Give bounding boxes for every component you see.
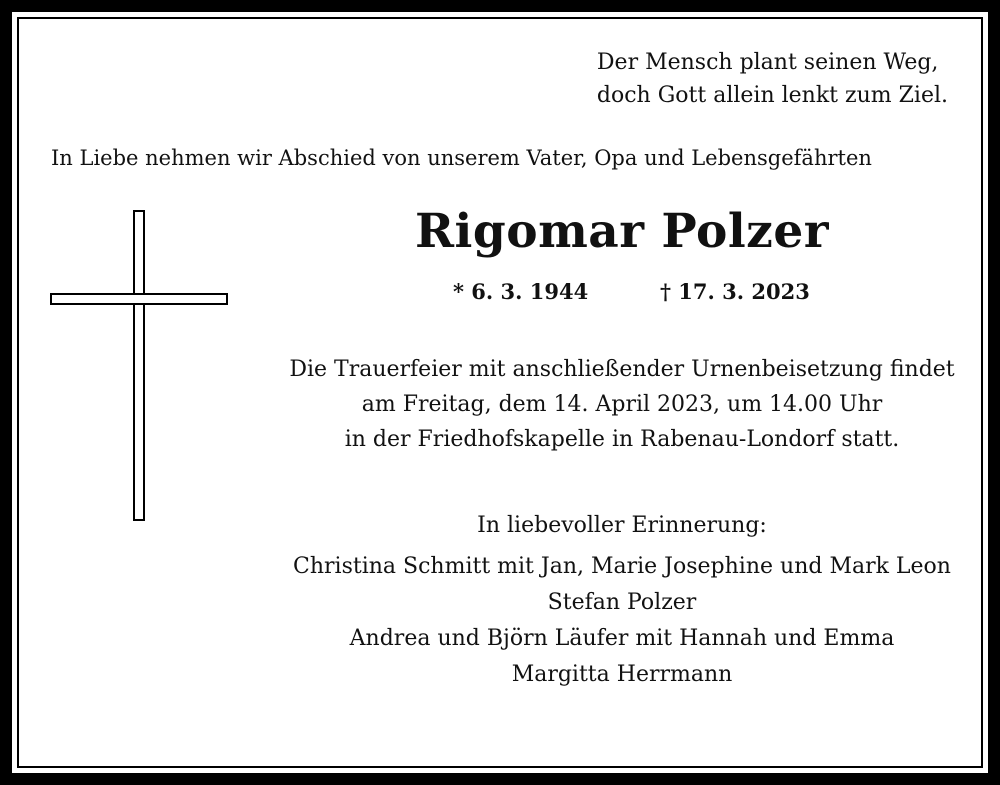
deceased-name: Rigomar Polzer [414, 204, 830, 259]
cross-center [135, 295, 143, 303]
mourner-line: Margitta Herrmann [511, 662, 733, 687]
birth-date: * 6. 3. 1944 [453, 279, 589, 304]
latin-cross-icon [50, 210, 228, 521]
motto-line-2: doch Gott allein lenkt zum Ziel. [596, 83, 948, 108]
cross-vertical-beam [133, 210, 145, 521]
ceremony-line-1: Die Trauerfeier mit anschließender Urnenbeisetzung findet [289, 357, 955, 382]
mourner-line: Christina Schmitt mit Jan, Marie Josephine und Mark Leon [293, 554, 951, 579]
death-date: † 17. 3. 2023 [660, 279, 810, 304]
mourners-list [242, 549, 1000, 693]
ceremony-details [242, 352, 1000, 457]
ceremony-line-3: in der Friedhofskapelle in Rabenau-Londorf statt. [344, 427, 900, 452]
motto [597, 46, 948, 112]
mourner-line: Andrea und Björn Läufer mit Hannah und Emma [349, 626, 895, 651]
remembrance-heading: In liebevoller Erinnerung: [477, 513, 767, 538]
motto-line-1: Der Mensch plant seinen Weg, [596, 50, 939, 75]
intro-text: In Liebe nehmen wir Abschied von unserem Vater, Opa und Lebensgefährten [51, 146, 872, 170]
ceremony-line-2: am Freitag, dem 14. April 2023, um 14.00 Uhr [361, 392, 883, 417]
mourner-line: Stefan Polzer [547, 590, 697, 615]
